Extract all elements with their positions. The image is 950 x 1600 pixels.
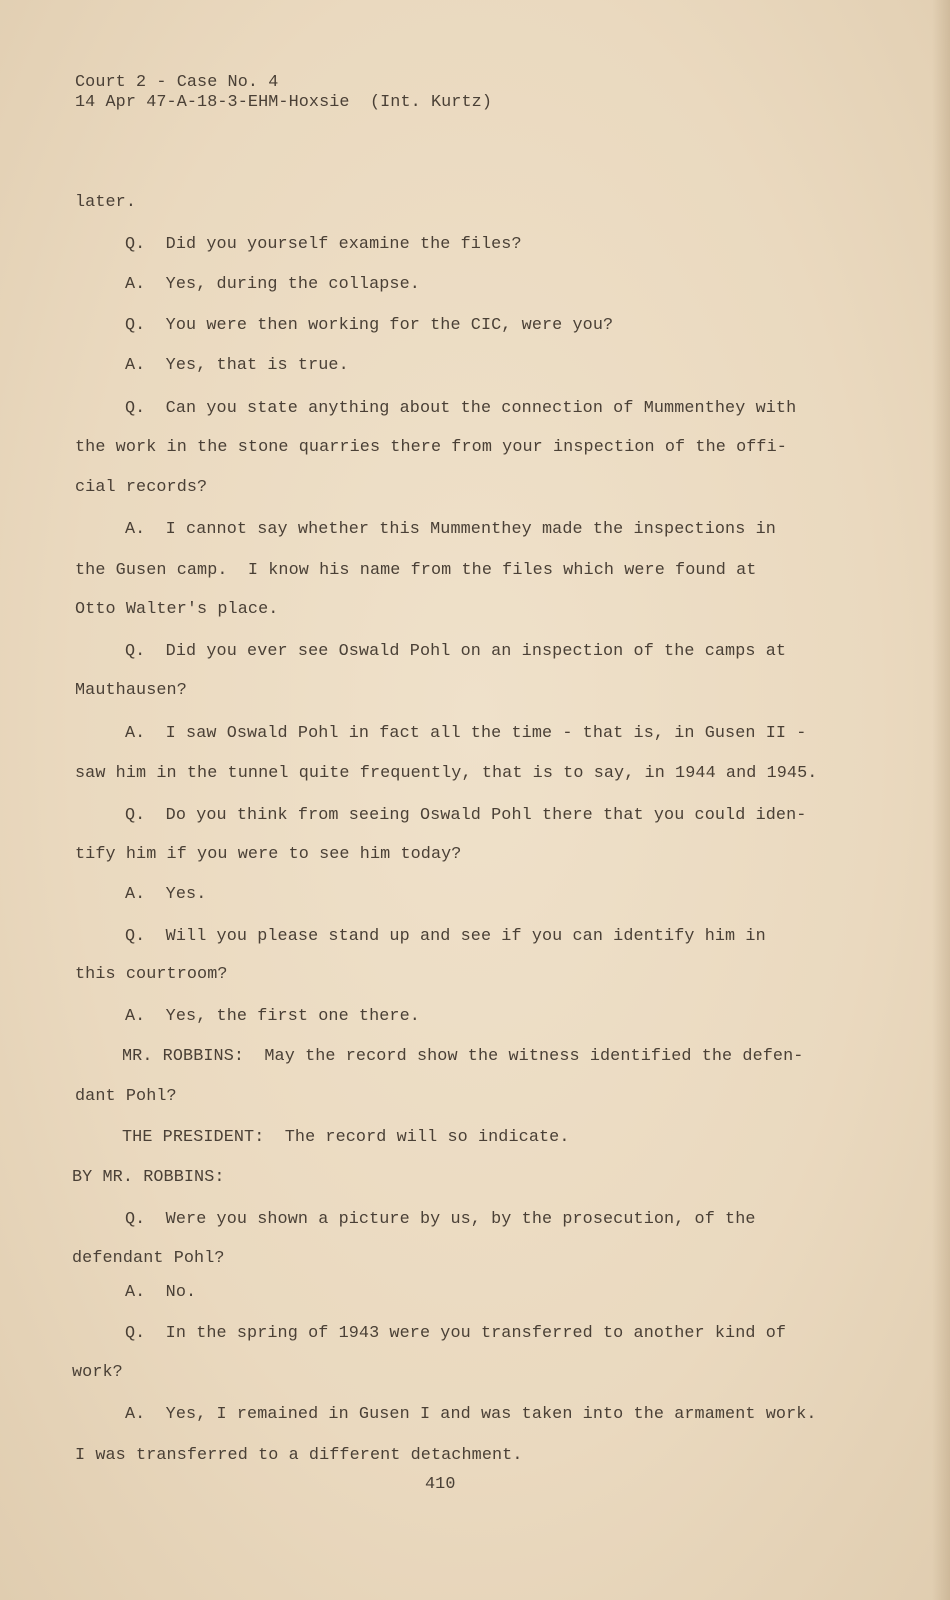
transcript-line: A. No.	[125, 1283, 197, 1302]
transcript-line: Q. Were you shown a picture by us, by the prosecution, of the	[125, 1210, 756, 1229]
transcript-line: Mauthausen?	[75, 681, 187, 700]
transcript-line: later.	[75, 193, 137, 212]
transcript-line: tify him if you were to see him today?	[75, 845, 462, 864]
transcript-line: A. Yes, the first one there.	[125, 1007, 420, 1026]
header-court-case: Court 2 - Case No. 4	[75, 73, 279, 92]
transcript-line: THE PRESIDENT: The record will so indicate.	[122, 1128, 570, 1147]
transcript-line: Q. Do you think from seeing Oswald Pohl there that you could iden-	[125, 806, 807, 825]
transcript-line: Q. You were then working for the CIC, were you?	[125, 316, 614, 335]
transcript-line: this courtroom?	[75, 965, 228, 984]
page-number: 410	[425, 1475, 456, 1494]
transcript-line: A. Yes, during the collapse.	[125, 275, 420, 294]
transcript-line: Q. Did you yourself examine the files?	[125, 235, 522, 254]
transcript-line: the work in the stone quarries there from your inspection of the offi-	[75, 438, 787, 457]
transcript-line: work?	[72, 1363, 123, 1382]
transcript-line: Otto Walter's place.	[75, 600, 279, 619]
transcript-line: A. I cannot say whether this Mummenthey made the inspections in	[125, 520, 776, 539]
transcript-line: Q. Did you ever see Oswald Pohl on an inspection of the camps at	[125, 642, 787, 661]
transcript-line: MR. ROBBINS: May the record show the witness identified the defen-	[122, 1047, 804, 1066]
transcript-line: the Gusen camp. I know his name from the files which were found at	[75, 561, 757, 580]
transcript-line: BY MR. ROBBINS:	[72, 1168, 225, 1187]
transcript-line: saw him in the tunnel quite frequently, that is to say, in 1944 and 1945.	[75, 764, 818, 783]
page-edge-shadow	[932, 0, 950, 1600]
transcript-line: A. I saw Oswald Pohl in fact all the time - that is, in Gusen II -	[125, 724, 807, 743]
transcript-line: Q. Can you state anything about the connection of Mummenthey with	[125, 399, 797, 418]
transcript-line: I was transferred to a different detachment.	[75, 1446, 523, 1465]
transcript-line: A. Yes.	[125, 885, 207, 904]
transcript-line: cial records?	[75, 478, 208, 497]
transcript-line: defendant Pohl?	[72, 1249, 225, 1268]
transcript-line: A. Yes, that is true.	[125, 356, 349, 375]
transcript-line: dant Pohl?	[75, 1087, 177, 1106]
transcript-line: A. Yes, I remained in Gusen I and was taken into the armament work.	[125, 1405, 817, 1424]
transcript-line: Q. In the spring of 1943 were you transferred to another kind of	[125, 1324, 787, 1343]
header-session-info: 14 Apr 47-A-18-3-EHM-Hoxsie (Int. Kurtz)	[75, 93, 492, 112]
transcript-line: Q. Will you please stand up and see if you can identify him in	[125, 927, 766, 946]
